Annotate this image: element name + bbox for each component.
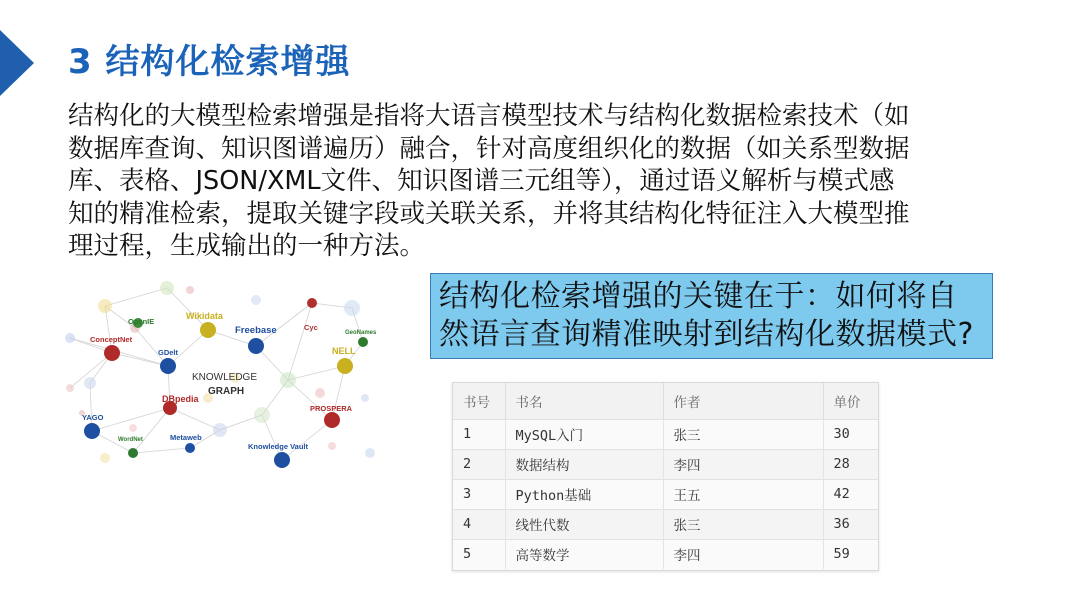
label-geonames: GeoNames — [345, 330, 377, 336]
slide-title: 3 结构化检索增强 — [68, 42, 351, 82]
node-metaweb — [185, 443, 195, 453]
node-wordnet — [128, 448, 138, 458]
cell-author: 张三 — [663, 419, 823, 449]
node-gdelt — [160, 358, 176, 374]
cell-id: 2 — [453, 449, 505, 479]
key-question-callout — [430, 273, 993, 359]
label-freebase: Freebase — [235, 325, 277, 336]
node-freebase — [248, 338, 264, 354]
cell-title: 数据结构 — [505, 449, 663, 479]
cell-author: 王五 — [663, 479, 823, 509]
label-dbpedia: DBpedia — [162, 394, 199, 404]
label-wikidata: Wikidata — [186, 311, 223, 321]
body-line: 理过程，生成输出的一种方法。 — [68, 231, 426, 261]
cell-author: 李四 — [663, 539, 823, 569]
cell-title: 线性代数 — [505, 509, 663, 539]
table-row — [453, 479, 878, 509]
cell-author: 李四 — [663, 449, 823, 479]
cell-author: 张三 — [663, 509, 823, 539]
column-header-author: 作者 — [663, 383, 823, 419]
graph-labels — [82, 311, 377, 451]
label-wordnet: WordNet — [118, 437, 143, 443]
body-line: 结构化的大模型检索增强是指将大语言模型技术与结构化数据检索技术（如 — [68, 101, 910, 131]
label-metaweb: Metaweb — [170, 433, 202, 442]
cell-price: 30 — [823, 419, 878, 449]
cell-price: 28 — [823, 449, 878, 479]
cell-id: 1 — [453, 419, 505, 449]
table-header-row — [453, 383, 878, 419]
label-openie: OpenIE — [128, 317, 155, 326]
callout-line: 然语言查询精准映射到结构化数据模式? — [439, 317, 974, 352]
body-paragraph — [68, 100, 968, 263]
label-nell: NELL — [332, 346, 356, 356]
cell-title: MySQL入门 — [505, 419, 663, 449]
label-cyc: Cyc — [304, 323, 318, 332]
column-header-price: 单价 — [823, 383, 878, 419]
label-kg-2: GRAPH — [208, 386, 245, 397]
node-knowledge-vault — [274, 452, 290, 468]
node-conceptnet — [104, 345, 120, 361]
book-table-image — [452, 382, 879, 571]
node-prospera — [324, 412, 340, 428]
label-kg-1: KNOWLEDGE — [192, 372, 258, 383]
table-row — [453, 419, 878, 449]
column-header-id: 书号 — [453, 383, 505, 419]
node-yago — [84, 423, 100, 439]
node-geonames — [358, 337, 368, 347]
cell-id: 3 — [453, 479, 505, 509]
body-line: 库、表格、JSON/XML文件、知识图谱三元组等），通过语义解析与模式感 — [68, 166, 895, 196]
cell-id: 4 — [453, 509, 505, 539]
table-row — [453, 509, 878, 539]
book-table — [453, 383, 878, 569]
body-line: 知的精准检索，提取关键字段或关联关系，并将其结构化特征注入大模型推 — [68, 198, 910, 229]
label-prospera: PROSPERA — [310, 404, 353, 413]
body-line: 数据库查询、知识图谱遍历）融合，针对高度组织化的数据（如关系型数据 — [68, 133, 910, 164]
cell-title: Python基础 — [505, 479, 663, 509]
column-header-title: 书名 — [505, 383, 663, 419]
label-knowledge-vault: Knowledge Vault — [248, 442, 309, 451]
label-yago: YAGO — [82, 413, 104, 422]
cell-price: 59 — [823, 539, 878, 569]
node-wikidata — [200, 322, 216, 338]
table-row — [453, 449, 878, 479]
node-nell — [337, 358, 353, 374]
table-row — [453, 539, 878, 569]
cell-price: 42 — [823, 479, 878, 509]
node-cyc — [307, 298, 317, 308]
title-marker-chevron — [0, 30, 34, 96]
label-conceptnet: ConceptNet — [90, 335, 133, 344]
label-gdelt: GDelt — [158, 348, 179, 357]
knowledge-graph-image — [60, 278, 390, 478]
cell-id: 5 — [453, 539, 505, 569]
callout-line: 结构化检索增强的关键在于：如何将自 — [439, 279, 958, 314]
cell-title: 高等数学 — [505, 539, 663, 569]
cell-price: 36 — [823, 509, 878, 539]
